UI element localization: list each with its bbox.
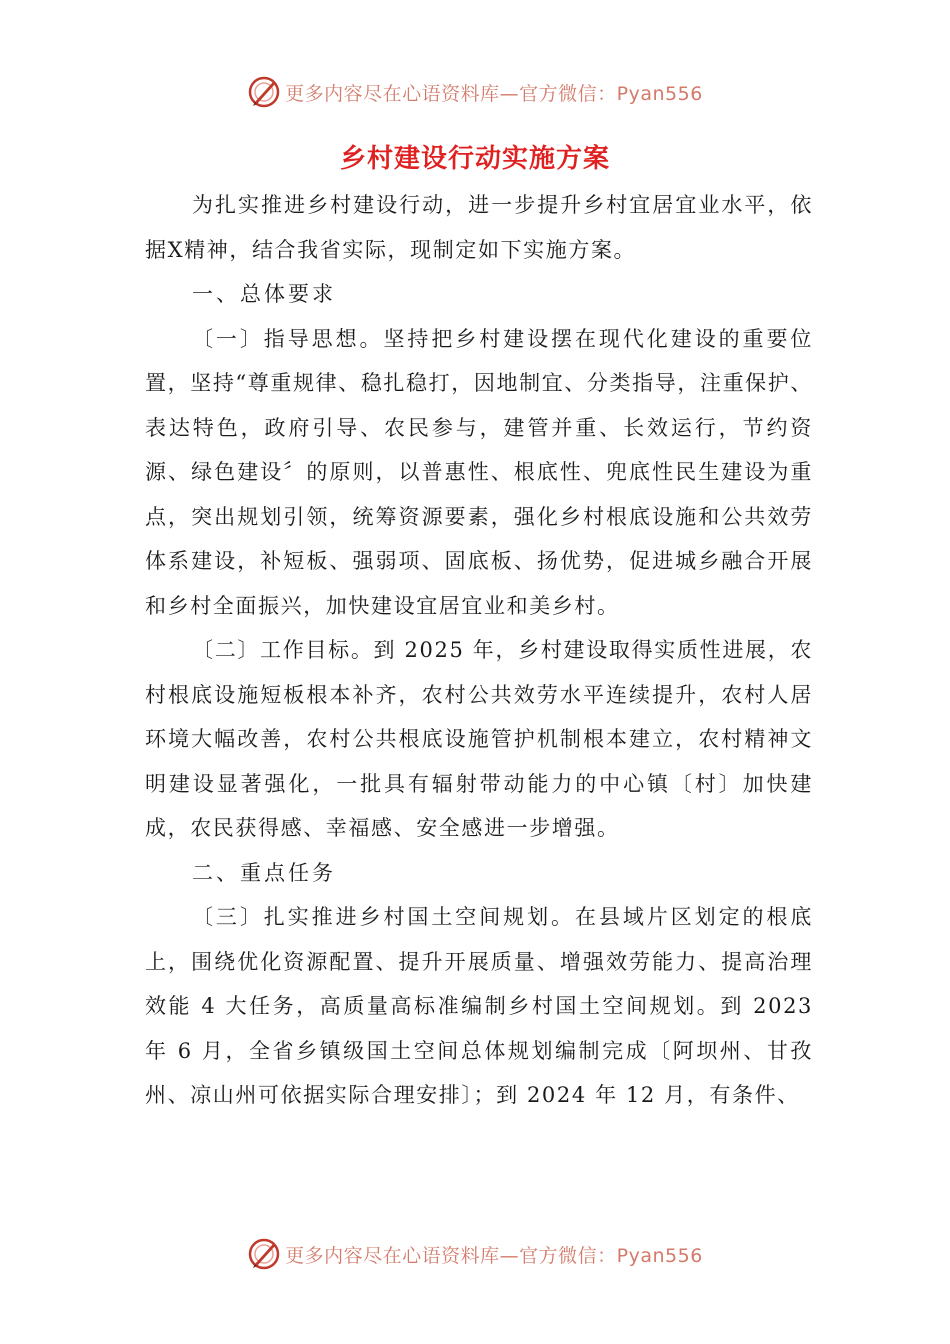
- document-title: 乡村建设行动实施方案: [339, 144, 610, 174]
- paragraph-guiding-ideology: 〔一〕指导思想。坚持把乡村建设摆在现代化建设的重要位置，坚持“尊重规律、稳扎稳打，因地制宜、分类指导，注重保护、表达特色，政府引导、农民参与，建管并重、长效运行，节约资源、绿色建设〞的原则，以普惠性、根底性、兜底性民生建设为重点，突出规划引领，统筹资源要素，强化乡村根底设施和公共效劳体系建设，补短板、强弱项、固底板、扬优势，促进城乡融合开展和乡村全面振兴，加快建设宜居宜业和美乡村。: [145, 326, 813, 618]
- pen-circle-logo-icon: [247, 75, 281, 109]
- footer-watermark: [0, 1234, 950, 1274]
- section-heading-key-tasks: 二、重点任务: [192, 860, 336, 885]
- watermark-text: 更多内容尽在心语资料库—官方微信：Pyan556: [285, 1244, 703, 1267]
- document-body: [145, 183, 813, 1118]
- pen-circle-logo-icon: [247, 1237, 281, 1271]
- section-heading-general-requirements: 一、总体要求: [192, 282, 336, 306]
- intro-paragraph: 为扎实推进乡村建设行动，进一步提升乡村宜居宜业水平，依据X精神，结合我省实际，现制定如下实施方案。: [145, 193, 813, 262]
- paragraph-spatial-planning: 〔三〕扎实推进乡村国土空间规划。在县域片区划定的根底上，围绕优化资源配置、提升开展质量、增强效劳能力、提高治理效能 4 大任务，高质量高标准编制乡村国土空间规划。到 2023 年 6 月，全省乡镇级国土空间总体规划编制完成〔阿坝州、甘孜州、凉山州可依据实际合理安排〕；到 2024 年 12 月，有条件、: [145, 905, 813, 1107]
- watermark-text: 更多内容尽在心语资料库—官方微信：Pyan556: [285, 82, 703, 105]
- header-watermark: [0, 72, 950, 112]
- paragraph-work-goals: 〔二〕工作目标。到 2025 年，乡村建设取得实质性进展，农村根底设施短板根本补齐，农村公共效劳水平连续提升，农村人居环境大幅改善，农村公共根底设施管护机制根本建立，农村精神文明建设显著强化，一批具有辐射带动能力的中心镇〔村〕加快建成，农民获得感、幸福感、安全感进一步增强。: [145, 638, 813, 840]
